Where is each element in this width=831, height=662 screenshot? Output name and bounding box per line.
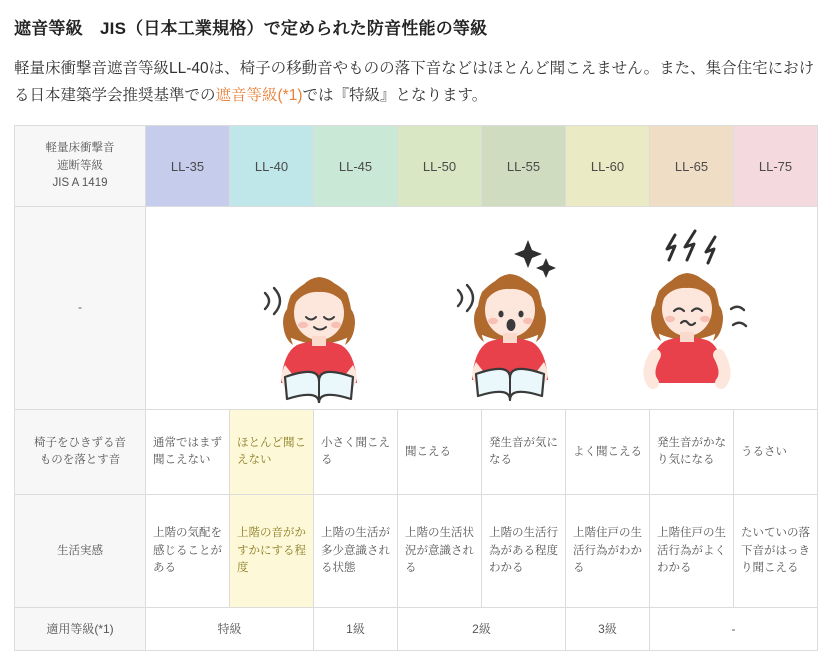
lead-highlight-link[interactable]: 遮音等級(*1) xyxy=(215,87,303,105)
grade-cell-6: LL-65 xyxy=(650,126,734,207)
header-label-line-1: 軽量床衝撃音 xyxy=(45,142,115,155)
living-feel-row-label: 生活実感 xyxy=(15,495,146,608)
noise-perception-cell-1: ほとんど聞こえない xyxy=(230,410,314,495)
living-feel-cell-5: 上階住戸の生活行為がわかる xyxy=(566,495,650,608)
grade-cell-2: LL-45 xyxy=(314,126,398,207)
noise-perception-cell-3: 聞こえる xyxy=(398,410,482,495)
applied-grade-cell-0: 特級 xyxy=(146,608,314,651)
soundproof-grade-table xyxy=(14,125,818,651)
illustration-wrap xyxy=(153,213,810,403)
header-label-line-2: 遮断等級 xyxy=(57,159,103,172)
noise-perception-row-label xyxy=(15,410,146,495)
noise-perception-label-line-2: ものを落とす音 xyxy=(39,454,121,467)
lead-part2: では『特級』となります。 xyxy=(302,87,488,105)
noise-perception-cell-5: よく聞こえる xyxy=(566,410,650,495)
noise-perception-cell-7: うるさい xyxy=(734,410,818,495)
applied-grade-cell-1: 1級 xyxy=(314,608,398,651)
header-label-line-3: JIS A 1419 xyxy=(52,176,108,189)
applied-grade-cell-4: - xyxy=(650,608,818,651)
noise-perception-label-line-1: 椅子をひきずる音 xyxy=(34,437,126,449)
grade-cell-7: LL-75 xyxy=(734,126,818,207)
living-feel-cell-7: たいていの落下音がはっきり聞こえる xyxy=(734,495,818,608)
noise-perception-cell-0: 通常ではまず聞こえない xyxy=(146,410,230,495)
lead-part1: 軽量床衝撃音遮音等級LL-40は、椅子の移動音やものの落下音などはほとんど聞こえません。また、集合住宅における日本建築学会推奨基準での xyxy=(14,60,815,105)
grade-cell-4: LL-55 xyxy=(482,126,566,207)
illustration-cell xyxy=(146,207,818,410)
illustration-row-label: - xyxy=(15,207,146,410)
living-feel-row xyxy=(15,495,818,608)
living-feel-cell-1: 上階の音がかすかにする程度 xyxy=(230,495,314,608)
grade-cell-3: LL-50 xyxy=(398,126,482,207)
header-label-cell xyxy=(15,126,146,207)
woman-annoyed-illustration xyxy=(613,223,768,403)
noise-perception-cell-2: 小さく聞こえる xyxy=(314,410,398,495)
living-feel-cell-6: 上階住戸の生活行為がよくわかる xyxy=(650,495,734,608)
applied-grade-row xyxy=(15,608,818,651)
living-feel-cell-4: 上階の生活行為がある程度わかる xyxy=(482,495,566,608)
living-feel-cell-3: 上階の生活状況が意識される xyxy=(398,495,482,608)
applied-grade-cell-3: 3級 xyxy=(566,608,650,651)
page-title: 遮音等級 JIS（日本工業規格）で定められた防音性能の等級 xyxy=(14,19,488,38)
noise-perception-cell-4: 発生音が気になる xyxy=(482,410,566,495)
woman-reading-surprised-illustration xyxy=(436,228,586,403)
living-feel-cell-0: 上階の気配を感じることがある xyxy=(146,495,230,608)
illustration-row xyxy=(15,207,818,410)
woman-reading-calm-illustration xyxy=(245,243,395,403)
lead-paragraph xyxy=(14,55,817,109)
living-feel-cell-2: 上階の生活が多少意識される状態 xyxy=(314,495,398,608)
grade-cell-0: LL-35 xyxy=(146,126,230,207)
applied-grade-cell-2: 2級 xyxy=(398,608,566,651)
grade-cell-5: LL-60 xyxy=(566,126,650,207)
grade-cell-1: LL-40 xyxy=(230,126,314,207)
table-header-row xyxy=(15,126,818,207)
noise-perception-cell-6: 発生音がかなり気になる xyxy=(650,410,734,495)
applied-grade-row-label: 適用等級(*1) xyxy=(15,608,146,651)
noise-perception-row xyxy=(15,410,818,495)
